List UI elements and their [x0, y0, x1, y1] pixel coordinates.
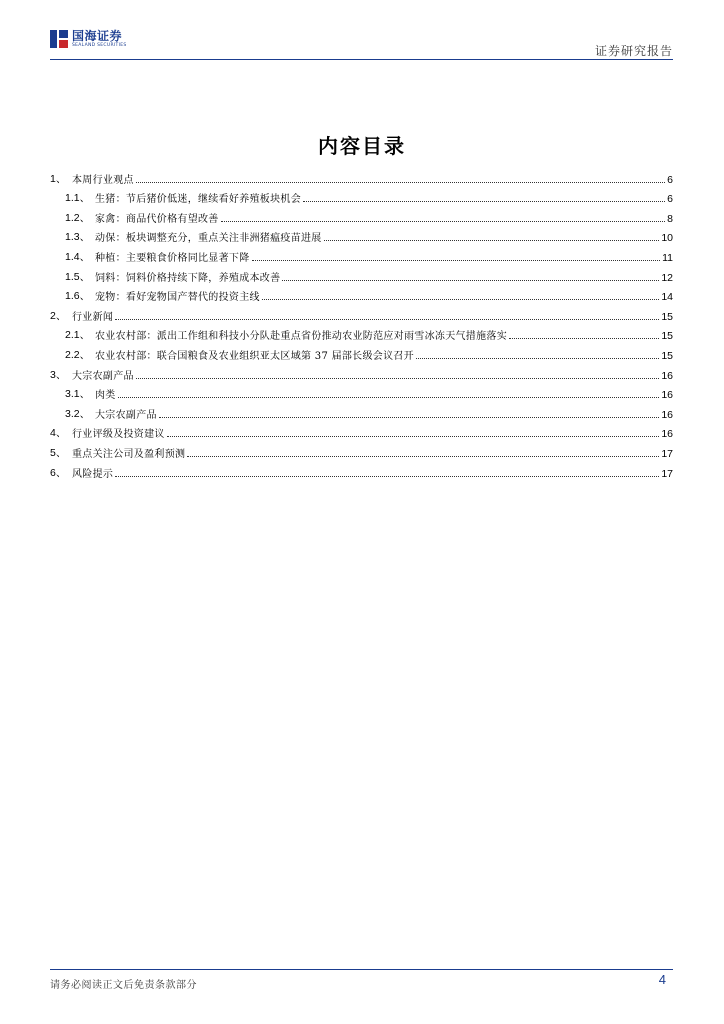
toc-entry-number: 5、: [50, 446, 67, 459]
toc-entry-number: 6、: [50, 466, 67, 479]
toc-entry[interactable]: [50, 186, 673, 206]
toc-entry-number: 1.1、: [65, 192, 91, 205]
toc-entry-title: 农业农村部：联合国粮食及农业组织亚太区域第 37 届部长级会议召开: [95, 350, 414, 362]
toc-entry[interactable]: [50, 166, 673, 186]
doc-type-label: 证券研究报告: [594, 44, 673, 58]
toc-entry-page: 15: [661, 330, 673, 343]
toc-entry[interactable]: [50, 362, 673, 382]
toc-dot-leader: [324, 240, 660, 241]
toc-entry-title: 大宗农副产品: [72, 370, 134, 382]
toc-entry-page: 11: [662, 251, 673, 264]
toc-entry-page: 15: [661, 349, 673, 362]
toc-dot-leader: [118, 397, 660, 398]
toc-entry-page: 17: [661, 447, 673, 460]
table-of-contents: [50, 166, 673, 480]
toc-entry-number: 1、: [50, 172, 67, 185]
header-divider: [50, 59, 673, 60]
toc-entry-page: 14: [661, 291, 673, 304]
toc-dot-leader: [115, 476, 659, 477]
toc-entry-page: 10: [661, 232, 673, 245]
footer-disclaimer: 请务必阅读正文后免责条款部分: [50, 980, 197, 991]
toc-dot-leader: [303, 201, 665, 202]
toc-entry[interactable]: [50, 264, 673, 284]
toc-entry-page: 8: [667, 212, 673, 225]
toc-entry-title: 农业农村部：派出工作组和科技小分队赴重点省份推动农业防范应对雨雪冰冻天气措施落实: [95, 331, 507, 343]
toc-entry-number: 2、: [50, 309, 67, 322]
toc-entry-number: 1.4、: [65, 250, 91, 263]
toc-entry[interactable]: [50, 421, 673, 441]
toc-entry-number: 1.5、: [65, 270, 91, 283]
toc-dot-leader: [416, 358, 659, 359]
toc-dot-leader: [115, 319, 659, 320]
toc-entry[interactable]: [50, 342, 673, 362]
toc-dot-leader: [136, 378, 660, 379]
toc-entry-number: 1.3、: [65, 231, 91, 244]
logo-cn-text: 国海证券: [72, 29, 123, 43]
toc-entry-page: 16: [661, 408, 673, 421]
toc-entry[interactable]: [50, 244, 673, 264]
logo-mark-icon: [50, 30, 68, 48]
toc-entry-title: 肉类: [95, 390, 116, 402]
toc-entry-title: 生猪：节后猪价低迷，继续看好养殖板块机会: [95, 194, 301, 206]
toc-entry-title: 重点关注公司及盈利预测: [72, 448, 186, 460]
toc-dot-leader: [262, 299, 660, 300]
toc-entry-title: 本周行业观点: [72, 174, 134, 186]
toc-entry[interactable]: [50, 284, 673, 304]
toc-entry-number: 3、: [50, 368, 67, 381]
page-header: [50, 30, 673, 60]
toc-entry-number: 1.2、: [65, 211, 91, 224]
toc-entry-title: 宠物：看好宠物国产替代的投资主线: [95, 292, 260, 304]
toc-dot-leader: [187, 456, 659, 457]
logo-en-text: SEALAND SECURITIES: [72, 43, 127, 48]
toc-dot-leader: [136, 182, 665, 183]
toc-entry[interactable]: [50, 303, 673, 323]
toc-entry-page: 17: [661, 467, 673, 480]
toc-entry-number: 3.2、: [65, 407, 91, 420]
toc-dot-leader: [252, 260, 661, 261]
toc-entry[interactable]: [50, 382, 673, 402]
toc-entry-title: 行业评级及投资建议: [72, 429, 165, 441]
toc-entry-title: 饲料：饲料价格持续下降，养殖成本改善: [95, 272, 281, 284]
toc-entry[interactable]: [50, 323, 673, 343]
toc-entry[interactable]: [50, 460, 673, 480]
toc-entry-title: 行业新闻: [72, 311, 114, 323]
toc-entry-title: 风险提示: [72, 468, 114, 480]
toc-entry-page: 6: [667, 193, 673, 206]
toc-entry-title: 动保：板块调整充分，重点关注非洲猪瘟疫苗进展: [95, 233, 322, 245]
toc-entry[interactable]: [50, 205, 673, 225]
company-logo: [50, 30, 127, 49]
toc-entry-number: 2.1、: [65, 329, 91, 342]
toc-dot-leader: [159, 417, 660, 418]
toc-entry-number: 2.2、: [65, 348, 91, 361]
toc-entry-page: 12: [661, 271, 673, 284]
toc-dot-leader: [509, 338, 659, 339]
toc-entry-page: 15: [661, 310, 673, 323]
toc-dot-leader: [167, 436, 660, 437]
toc-entry[interactable]: [50, 440, 673, 460]
toc-entry-title: 种植：主要粮食价格同比显著下降: [95, 252, 250, 264]
toc-dot-leader: [282, 280, 659, 281]
toc-entry-page: 16: [661, 389, 673, 402]
toc-title: 内容目录: [318, 134, 406, 158]
toc-entry-number: 1.6、: [65, 290, 91, 303]
toc-dot-leader: [221, 221, 666, 222]
toc-entry[interactable]: [50, 401, 673, 421]
toc-entry-page: 16: [661, 428, 673, 441]
toc-entry-page: 6: [667, 173, 673, 186]
toc-entry-page: 16: [661, 369, 673, 382]
toc-entry-number: 4、: [50, 427, 67, 440]
toc-entry-number: 3.1、: [65, 388, 91, 401]
footer-divider: [50, 969, 673, 970]
page-number: 4: [658, 972, 666, 987]
toc-entry-title: 家禽：商品代价格有望改善: [95, 213, 219, 225]
toc-entry-title: 大宗农副产品: [95, 409, 157, 421]
toc-entry[interactable]: [50, 225, 673, 245]
